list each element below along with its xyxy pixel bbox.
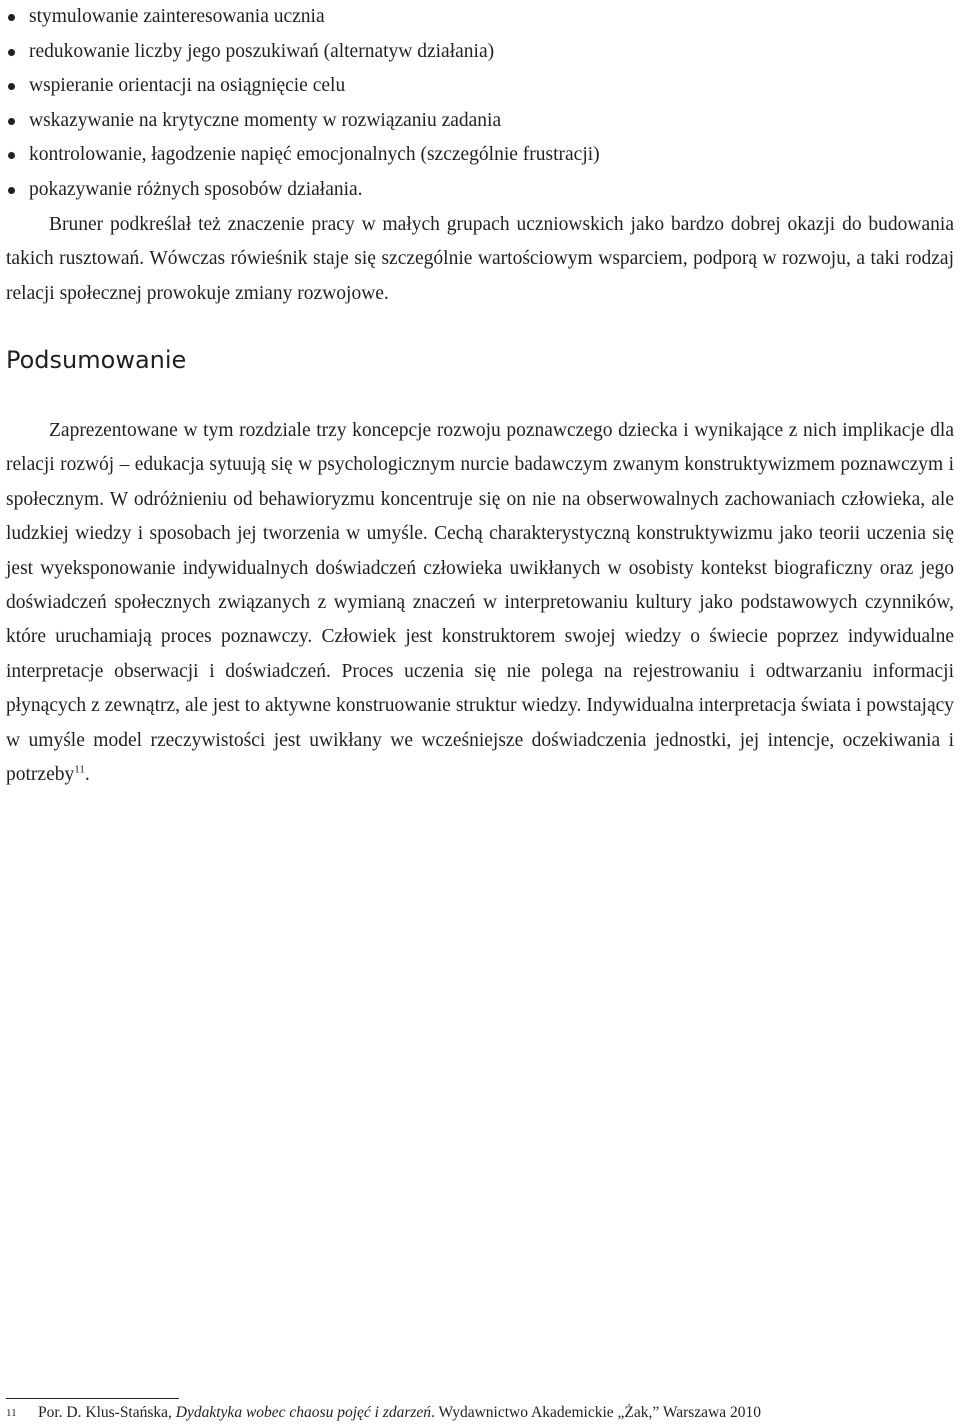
footnote-number: 11 <box>6 1407 17 1419</box>
summary-end: . <box>84 764 90 786</box>
footnote-suffix: . Wydawnictwo Akademickie „Żak,” Warszawa 2010 <box>431 1404 762 1421</box>
footnote <box>6 1403 954 1423</box>
footnote-divider <box>6 1398 179 1399</box>
list-item <box>6 138 954 173</box>
bullet-text: redukowanie liczby jego poszukiwań (alternatyw działania) <box>29 40 495 62</box>
bullet-text: wspieranie orientacji na osiągnięcie celu <box>29 75 346 97</box>
summary-paragraph <box>6 414 954 792</box>
footnote-reference[interactable]: 11 <box>74 763 85 776</box>
footnote-prefix: Por. D. Klus-Stańska, <box>38 1404 176 1421</box>
page-content <box>6 0 954 786</box>
list-item <box>6 35 954 70</box>
bullet-list <box>6 0 954 208</box>
footnote-book-title: Dydaktyka wobec chaosu pojęć i zdarzeń <box>175 1404 432 1421</box>
bullet-text: kontrolowanie, łagodzenie napięć emocjonalnych (szczególnie frustracji) <box>29 144 600 166</box>
bullet-text: wskazywanie na krytyczne momenty w rozwiązaniu zadania <box>29 109 502 131</box>
bullet-icon <box>8 187 15 194</box>
bullet-icon <box>8 118 15 125</box>
bruner-paragraph: Bruner podkreślał też znaczenie pracy w małych grupach uczniowskich jako bardzo dobrej okazji do budowania takich rusztowań. Wówczas rówieśnik staje się szczególnie wartościowym wsparciem, podporą w rozwoju, a taki rodzaj relacji społecznej prowokuje zmiany rozwojowe. <box>6 213 954 305</box>
list-item <box>6 173 954 208</box>
list-item <box>6 104 954 139</box>
bullet-text: pokazywanie różnych sposobów działania. <box>29 178 363 200</box>
bullet-icon <box>8 152 15 159</box>
bullet-icon <box>8 83 15 90</box>
list-item <box>6 69 954 104</box>
list-item <box>6 0 954 35</box>
bullet-icon <box>8 14 15 21</box>
bullet-icon <box>8 49 15 56</box>
summary-text: Zaprezentowane w tym rozdziale trzy koncepcje rozwoju poznawczego dziecka i wynikające z nich implikacje dla relacji rozwój – edukacja sytuują się w psychologicznym nurcie badawczym zwanym konstruktywizmem poznawczym i społecznym. W odróżnieniu od behawioryzmu koncentruje się on nie na obserwowalnych zachowaniach człowieka, ale ludzkiej wiedzy i sposobach jej tworzenia w umyśle. Cechą charakterystyczną konstruktywizmu jako teorii uczenia się jest wyeksponowanie indywidualnych doświadczeń człowieka uwikłanych w osobisty kontekst biograficzny oraz jego doświadczeń społecznych związanych z wymianą znaczeń w interpretowaniu kultury jako podstawowych czynników, które uruchamiają proces poznawczy. Człowiek jest konstruktorem swojej wiedzy o świecie poprzez indywidualne interpretacje obserwacji i doświadczeń. Proces uczenia się nie polega na rejestrowaniu i odtwarzaniu informacji płynących z zewnątrz, ale jest to aktywne konstruowanie struktur wiedzy. Indywidualna interpretacja świata i powstający w umyśle model rzeczywistości jest uwikłany we wcześniejsze doświadczenia jednostki, jej intencje, oczekiwania i potrzeby <box>6 420 954 786</box>
section-heading: Podsumowanie <box>6 346 187 374</box>
bullet-text: stymulowanie zainteresowania ucznia <box>29 6 325 27</box>
